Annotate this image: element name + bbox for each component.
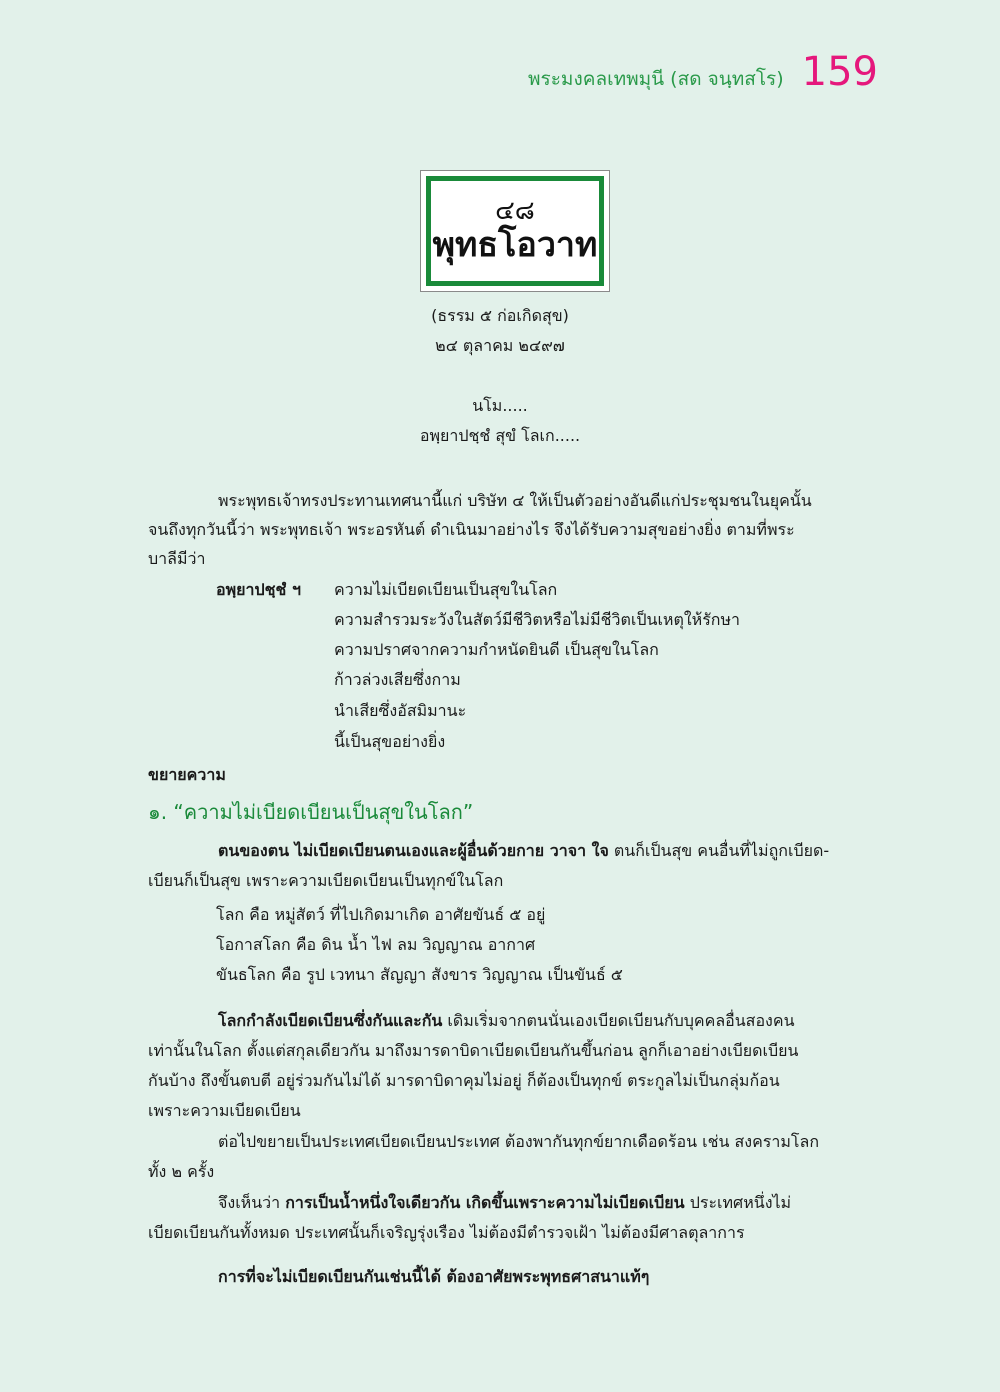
intro-line-1: พระพุทธเจ้าทรงประทานเทศนานี้แก่ บริษัท ๔ ให้เป็นตัวอย่างอันดีแก่ประชุมชนในยุคนั้น: [218, 491, 812, 510]
verse-line: ความสำรวมระวังในสัตว์มีชีวิตหรือไม่มีชีวิตเป็นเหตุให้รักษา: [334, 610, 741, 629]
paragraph-4-rest: ประเทศหนึ่งไม่: [684, 1193, 792, 1212]
chapter-title: พุทธโอวาท: [432, 224, 598, 265]
verse-line: นี้เป็นสุขอย่างยิ่ง: [334, 732, 446, 751]
paragraph-2-line-3: กันบ้าง ถึงขั้นตบตี อยู่ร่วมกันไม่ได้ มารดาบิดาคุมไม่อยู่ ก็ต้องเป็นทุกข์ ตระกูลไม่เป็นกลุ่มก้อน: [148, 1071, 780, 1090]
chapter-title-box: [420, 170, 610, 292]
chapter-subtitle: (ธรรม ๕ ก่อเกิดสุข): [431, 306, 569, 325]
paragraph-2-rest: เดิมเริ่มจากตนนั่นเองเบียดเบียนกับบุคคลอื่นสองคน: [442, 1011, 795, 1030]
invocation-line-2: อพฺยาปชฺชํ สุขํ โลเก.....: [419, 426, 581, 445]
running-header-author: พระมงคลเทพมุนี (สด จนฺทสโร): [528, 68, 784, 90]
paragraph-1-rest: ตนก็เป็นสุข คนอื่นที่ไม่ถูกเบียด-: [608, 841, 830, 860]
verse-label: อพฺยาปชฺชํ ฯ: [216, 580, 301, 599]
intro-line-3: บาลีมีว่า: [148, 549, 206, 568]
intro-line-2: จนถึงทุกวันนี้ว่า พระพุทธเจ้า พระอรหันต์ ดำเนินมาอย่างไร จึงได้รับความสุขอย่างยิ่ง ตามที่พระ: [148, 520, 795, 539]
paragraph-2-line-4: เพราะความเบียดเบียน: [148, 1101, 301, 1120]
paragraph-4-bold: การเป็นน้ำหนึ่งใจเดียวกัน เกิดขึ้นเพราะความไม่เบียดเบียน: [285, 1193, 685, 1212]
section-heading: ๑. “ความไม่เบียดเบียนเป็นสุขในโลก”: [148, 800, 474, 824]
paragraph-3-line-1: ต่อไปขยายเป็นประเทศเบียดเบียนประเทศ ต้องพากันทุกข์ยากเดือดร้อน เช่น สงครามโลก: [218, 1132, 819, 1151]
verse-line: ความปราศจากความกำหนัดยินดี เป็นสุขในโลก: [334, 640, 659, 659]
paragraph-3-line-2: ทั้ง ๒ ครั้ง: [148, 1162, 215, 1181]
paragraph-2-bold: โลกกำลังเบียดเบียนซึ่งกันและกัน: [218, 1011, 443, 1030]
paragraph-5-bold: การที่จะไม่เบียดเบียนกันเช่นนี้ได้ ต้องอาศัยพระพุทธศาสนาแท้ๆ: [218, 1267, 650, 1286]
invocation-line-1: นโม.....: [472, 396, 528, 415]
list-item: โลก คือ หมู่สัตว์ ที่ไปเกิดมาเกิด อาศัยขันธ์ ๕ อยู่: [216, 905, 546, 924]
paragraph-1-line-1: [218, 836, 829, 865]
paragraph-4-line-1: [218, 1188, 791, 1217]
list-item: ขันธโลก คือ รูป เวทนา สัญญา สังขาร วิญญาณ เป็นขันธ์ ๕: [216, 965, 623, 984]
paragraph-2-line-2: เท่านั้นในโลก ตั้งแต่สกุลเดียวกัน มาถึงมารดาบิดาเบียดเบียนกันขึ้นก่อน ลูกก็เอาอย่างเบียดเบียน: [148, 1041, 799, 1060]
chapter-number: ๔๘: [495, 196, 535, 227]
sermon-date: ๒๔ ตุลาคม ๒๔๙๗: [435, 336, 565, 355]
page-header: [528, 49, 878, 95]
list-item: โอกาสโลก คือ ดิน น้ำ ไฟ ลม วิญญาณ อากาศ: [216, 935, 536, 954]
paragraph-1-line-2: เบียนก็เป็นสุข เพราะความเบียดเบียนเป็นทุกข์ในโลก: [148, 871, 504, 890]
expand-heading: ขยายความ: [148, 765, 226, 784]
paragraph-4-start: จึงเห็นว่า: [218, 1193, 286, 1212]
verse-line: นำเสียซึ่งอัสมิมานะ: [334, 701, 467, 720]
chapter-title-frame: [426, 176, 604, 286]
paragraph-2-line-1: [218, 1006, 795, 1035]
paragraph-1-bold: ตนของตน ไม่เบียดเบียนตนเองและผู้อื่นด้วยกาย วาจา ใจ: [218, 841, 609, 860]
verse-line: ความไม่เบียดเบียนเป็นสุขในโลก: [334, 580, 558, 599]
paragraph-5: [218, 1262, 649, 1291]
verse-line: ก้าวล่วงเสียซึ่งกาม: [334, 670, 461, 689]
paragraph-4-line-2: เบียดเบียนกันทั้งหมด ประเทศนั้นก็เจริญรุ่งเรือง ไม่ต้องมีตำรวจเฝ้า ไม่ต้องมีศาลตุลาการ: [148, 1223, 745, 1242]
page-number: 159: [801, 49, 878, 95]
